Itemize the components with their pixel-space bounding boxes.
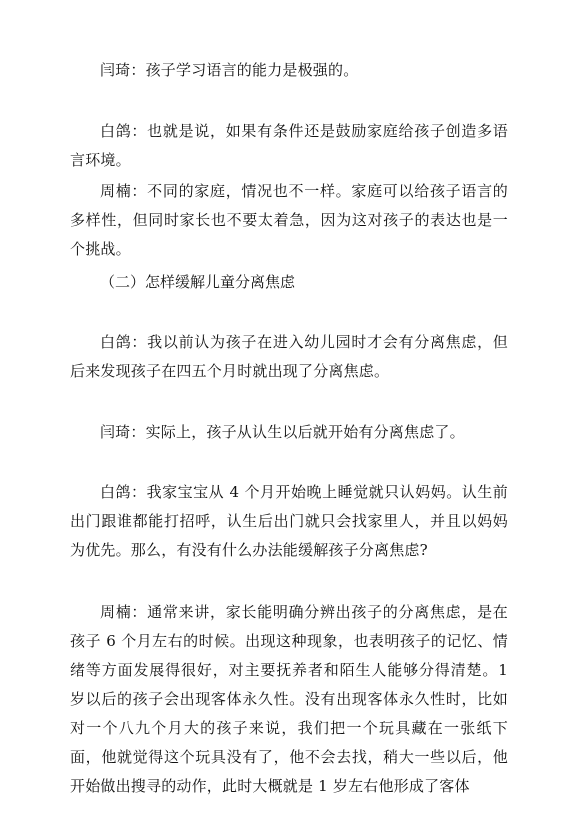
speaker-label: 白鸽： <box>100 122 148 140</box>
paragraph-text: 实际上，孩子从认生以后就开始有分离焦虑了。 <box>145 423 465 441</box>
paragraph-yanqi-2 <box>70 418 508 447</box>
speaker-label: 白鸽： <box>100 483 147 501</box>
paragraph-text: 我家宝宝从 4 个月开始晚上睡觉就只认妈妈。认生前出门跟谁都能打招呼，认生后出门就只会找家里人，并且以妈妈为优先。那么，有没有什么办法能缓解孩子分离焦虑? <box>70 483 508 559</box>
paragraph-text: 孩子学习语言的能力是极强的。 <box>145 61 359 79</box>
paragraph-text: 也就是说，如果有条件还是鼓励家庭给孩子创造多语言环境。 <box>70 122 508 169</box>
speaker-label: 闫琦： <box>100 423 146 441</box>
paragraph-text: 不同的家庭，情况也不一样。家庭可以给孩子语言的多样性，但同时家长也不要太着急，因为这对孩子的表达也是一个挑战。 <box>70 182 508 258</box>
speaker-label: 周楠： <box>100 603 148 621</box>
paragraph-zhounan-2 <box>70 598 508 801</box>
paragraph-baige-3 <box>70 478 508 565</box>
paragraph-zhounan-1 <box>70 177 508 264</box>
speaker-label: 闫琦： <box>100 61 146 79</box>
speaker-label: 白鸽： <box>100 333 148 351</box>
paragraph-baige-2 <box>70 328 508 386</box>
paragraph-text: 我以前认为孩子在进入幼儿园时才会有分离焦虑，但后来发现孩子在四五个月时就出现了分离焦虑。 <box>70 333 508 380</box>
paragraph-baige-1 <box>70 117 508 175</box>
paragraph-yanqi-1 <box>70 56 508 85</box>
section-heading: （二）怎样缓解儿童分离焦虑 <box>100 273 296 291</box>
speaker-label: 周楠： <box>100 182 148 200</box>
paragraph-text: 通常来讲，家长能明确分辨出孩子的分离焦虑，是在孩子 6 个月左右的时候。出现这种现象，也表明孩子的记忆、情绪等方面发展得很好，对主要抚养者和陌生人能够分得清楚。1 岁以后的孩子会出现客体永久性。没有出现客体永久性时，比如对一个八九个月大的孩子来说，我们把一个玩具藏在一张纸下面，他就觉得这个玩具没有了，他不会去找，稍大一些以后，他开始做出搜寻的动作，此时大概就是 1 岁左右他形成了客体 <box>70 603 508 795</box>
